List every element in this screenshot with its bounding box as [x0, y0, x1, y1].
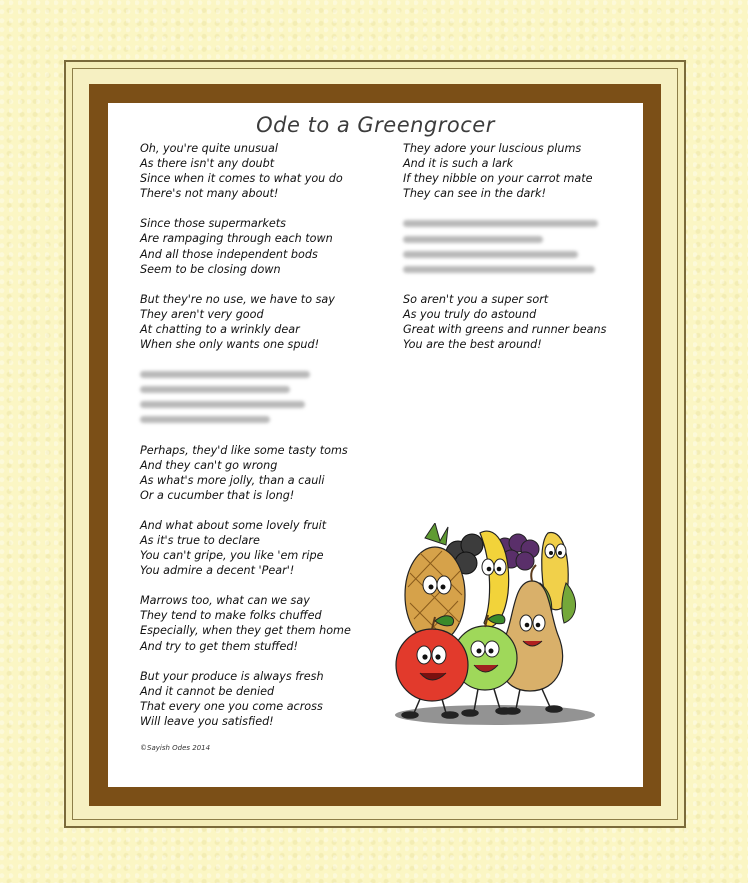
stanza [140, 669, 370, 729]
redacted-stanza [140, 367, 370, 427]
poem-line: Are rampaging through each town [140, 232, 333, 246]
poem-line: Will leave you satisfied! [140, 714, 274, 728]
poem-line: Seem to be closing down [140, 262, 281, 276]
stanza [140, 593, 370, 653]
fruit-and-vegetable-characters-illustration [380, 523, 610, 733]
poem-line: And they can't go wrong [140, 458, 278, 472]
poem-line: You can't gripe, you like 'em ripe [140, 549, 324, 563]
poem-line: Especially, when they get them home [140, 624, 351, 638]
poem-line: But your produce is always fresh [140, 669, 324, 683]
blurred-line [403, 247, 633, 262]
stanza [140, 216, 370, 276]
poem-line: And what about some lovely fruit [140, 518, 327, 532]
poem-line: When she only wants one spud! [140, 338, 320, 352]
poem-line: Great with greens and runner beans [403, 322, 607, 336]
blurred-line [403, 231, 633, 246]
stanza [140, 141, 370, 201]
poem-line: Since those supermarkets [140, 217, 286, 231]
poem-line: If they nibble on your carrot mate [403, 172, 593, 186]
poem-line: Marrows too, what can we say [140, 594, 310, 608]
left-column [140, 141, 370, 744]
blurred-line [140, 397, 370, 412]
blurred-line [403, 216, 633, 231]
poem-line: And it cannot be denied [140, 684, 275, 698]
poem-line: Since when it comes to what you do [140, 172, 343, 186]
poem-line: They tend to make folks chuffed [140, 609, 322, 623]
stanza [403, 292, 633, 352]
poem-line: Perhaps, they'd like some tasty toms [140, 443, 348, 457]
stanza [140, 292, 370, 352]
poem-line: You are the best around! [403, 338, 542, 352]
poem-line: Or a cucumber that is long! [140, 488, 295, 502]
poem-line: As what's more jolly, than a cauli [140, 473, 325, 487]
redacted-stanza [403, 216, 633, 276]
right-column [403, 141, 633, 367]
stanza [403, 141, 633, 201]
poem-line: And it is such a lark [403, 157, 514, 171]
poem-line: But they're no use, we have to say [140, 292, 335, 306]
blurred-line [140, 382, 370, 397]
stanza [140, 443, 370, 503]
blurred-line [140, 367, 370, 382]
poem-title: Ode to a Greengrocer [256, 113, 495, 137]
copyright-notice: ©Sayish Odes 2014 [140, 744, 211, 752]
blurred-line [403, 262, 633, 277]
poem-line: As it's true to declare [140, 533, 260, 547]
poem-line: As you truly do astound [403, 307, 537, 321]
poem-line: So aren't you a super sort [403, 292, 549, 306]
poem-line: And try to get them stuffed! [140, 639, 298, 653]
poem-line: Oh, you're quite unusual [140, 142, 278, 155]
blurred-line [140, 412, 370, 427]
poem-line: As there isn't any doubt [140, 157, 275, 171]
poem-sheet [108, 103, 643, 787]
poem-line: There's not many about! [140, 187, 279, 201]
poem-line: They can see in the dark! [403, 187, 546, 201]
poem-line: That every one you come across [140, 699, 323, 713]
poem-line: You admire a decent 'Pear'! [140, 564, 295, 578]
poem-line: They aren't very good [140, 307, 264, 321]
stanza [140, 518, 370, 578]
poem-line: And all those independent bods [140, 247, 318, 261]
poem-line: At chatting to a wrinkly dear [140, 322, 300, 336]
poem-line: They adore your luscious plums [403, 142, 582, 155]
